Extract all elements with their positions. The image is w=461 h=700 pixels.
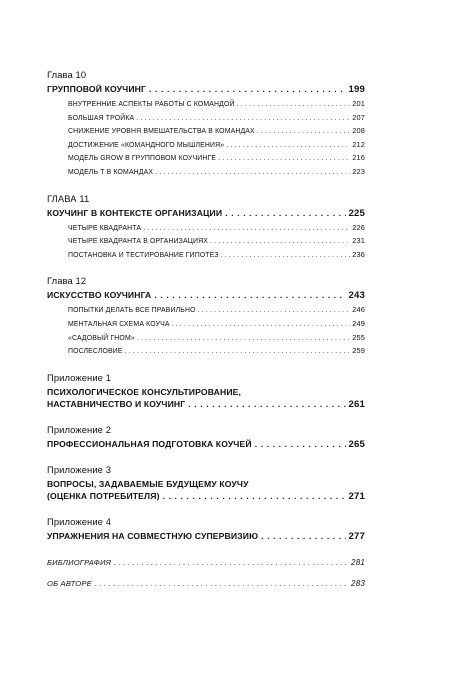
dot-leader	[225, 207, 345, 220]
subsection-entry[interactable]	[68, 332, 365, 346]
appendix-title-line1: ВОПРОСЫ, ЗАДАВАЕМЫЕ БУДУЩЕМУ КОУЧУ	[47, 478, 249, 489]
page-number: 236	[352, 249, 365, 259]
dot-leader	[172, 319, 351, 332]
appendix-3-section	[47, 464, 365, 503]
appendix-entry[interactable]	[47, 530, 365, 543]
dot-leader	[125, 346, 351, 359]
subsection-list	[68, 222, 365, 263]
subsection-list	[68, 98, 365, 180]
dot-leader	[221, 250, 351, 263]
page-number: 223	[352, 166, 365, 176]
appendix-entry[interactable]	[47, 478, 365, 503]
appendix-1-section	[47, 372, 365, 411]
page-number: 243	[348, 290, 365, 302]
table-of-contents	[47, 69, 365, 590]
chapter-label: ГЛАВА 11	[47, 192, 90, 204]
dot-leader	[188, 398, 345, 411]
appendix-title-row	[47, 490, 365, 503]
appendix-label: Приложение 2	[47, 423, 112, 435]
page-number: 201	[352, 99, 365, 108]
appendix-label: Приложение 4	[47, 515, 112, 527]
chapter-label: Глава 12	[47, 275, 87, 287]
subsection-title: ПОСТАНОВКА И ТЕСТИРОВАНИЕ ГИПОТЕЗ	[68, 251, 219, 259]
page-number: 199	[348, 84, 365, 95]
page-number: 265	[348, 438, 365, 450]
chapter-entry[interactable]	[47, 83, 365, 96]
about-author-entry[interactable]	[47, 577, 365, 590]
subsection-title: МЕНТАЛЬНАЯ СХЕМА КОУЧА	[68, 320, 170, 328]
chapter-title: КОУЧИНГ В КОНТЕКСТЕ ОРГАНИЗАЦИИ	[47, 207, 223, 218]
subsection-entry[interactable]	[68, 125, 365, 139]
subsection-entry[interactable]	[68, 345, 365, 359]
appendix-title-row	[47, 398, 365, 411]
page-number: 255	[352, 332, 365, 342]
chapter-entry[interactable]	[47, 207, 365, 220]
subsection-entry[interactable]	[68, 152, 365, 166]
chapter-title: ИСКУССТВО КОУЧИНГА	[47, 290, 152, 301]
subsection-entry[interactable]	[68, 249, 365, 263]
dot-leader	[154, 289, 345, 302]
dot-leader	[137, 333, 350, 346]
chapter-10-section	[47, 69, 365, 180]
subsection-title: МОДЕЛЬ GROW В ГРУППОВОМ КОУЧИНГЕ	[68, 155, 217, 163]
appendix-entry[interactable]	[47, 438, 365, 451]
subsection-title: ПОСЛЕСЛОВИЕ	[68, 348, 123, 356]
dot-leader	[255, 438, 346, 451]
page-number: 231	[352, 236, 365, 246]
about-author-title: ОБ АВТОРЕ	[47, 578, 92, 588]
dot-leader	[257, 126, 350, 139]
chapter-label: Глава 10	[47, 69, 87, 80]
page-number: 261	[348, 398, 365, 410]
subsection-title: БОЛЬШАЯ ТРОЙКА	[68, 114, 135, 122]
subsection-title: «САДОВЫЙ ГНОМ»	[68, 334, 135, 342]
dot-leader	[155, 167, 350, 180]
subsection-entry[interactable]	[68, 222, 365, 236]
appendix-title: ПРОФЕССИОНАЛЬНАЯ ПОДГОТОВКА КОУЧЕЙ	[47, 438, 252, 449]
page-number: 225	[348, 207, 365, 219]
subsection-title: ЧЕТЫРЕ КВАДРАНТА	[68, 224, 142, 232]
dot-leader	[218, 153, 350, 166]
chapter-11-section	[47, 193, 365, 263]
appendix-entry[interactable]	[47, 386, 365, 411]
page-number: 283	[351, 578, 365, 588]
page-number: 226	[352, 222, 365, 232]
subsection-title: ЧЕТЫРЕ КВАДРАНТА В ОРГАНИЗАЦИЯХ	[68, 238, 208, 246]
subsection-title: МОДЕЛЬ Т В КОМАНДАХ	[68, 168, 154, 176]
page-number: 277	[348, 530, 365, 542]
page-number: 212	[352, 139, 365, 149]
subsection-entry[interactable]	[68, 318, 365, 332]
dot-leader	[237, 99, 351, 112]
appendix-title-line1: ПСИХОЛОГИЧЕСКОЕ КОНСУЛЬТИРОВАНИЕ,	[47, 386, 242, 397]
page-number: 271	[348, 490, 365, 502]
page-number: 249	[352, 318, 365, 328]
bibliography-entry[interactable]	[47, 556, 365, 569]
subsection-title: ВНУТРЕННИЕ АСПЕКТЫ РАБОТЫ С КОМАНДОЙ	[68, 101, 235, 108]
subsection-entry[interactable]	[68, 112, 365, 126]
dot-leader	[114, 556, 348, 569]
appendix-label: Приложение 1	[47, 371, 112, 383]
subsection-entry[interactable]	[68, 304, 365, 318]
dot-leader	[226, 140, 350, 153]
subsection-title: ДОСТИЖЕНИЕ «КОМАНДНОГО МЫШЛЕНИЯ»	[68, 141, 225, 149]
appendix-title: УПРАЖНЕНИЯ НА СОВМЕСТНУЮ СУПЕРВИЗИЮ	[47, 530, 259, 541]
page-number: 208	[352, 126, 365, 136]
dot-leader	[136, 113, 350, 126]
subsection-title: ПОПЫТКИ ДЕЛАТЬ ВСЕ ПРАВИЛЬНО	[68, 307, 196, 315]
subsection-entry[interactable]	[68, 98, 365, 112]
dot-leader	[198, 305, 351, 318]
page-number: 216	[352, 153, 365, 163]
appendix-4-section	[47, 516, 365, 543]
appendix-title-line2: (ОЦЕНКА ПОТРЕБИТЕЛЯ)	[47, 490, 160, 501]
chapter-title: ГРУППОВОЙ КОУЧИНГ	[47, 84, 147, 94]
bibliography-title: БИБЛИОГРАФИЯ	[47, 557, 111, 567]
subsection-title: СНИЖЕНИЕ УРОВНЯ ВМЕШАТЕЛЬСТВА В КОМАНДАХ	[68, 128, 255, 136]
appendix-title-line2: НАСТАВНИЧЕСТВО И КОУЧИНГ	[47, 398, 186, 409]
dot-leader	[95, 577, 348, 590]
subsection-entry[interactable]	[68, 235, 365, 249]
dot-leader	[143, 223, 350, 236]
page-number: 246	[352, 305, 365, 315]
page-number: 207	[352, 112, 365, 122]
appendix-label: Приложение 3	[47, 463, 112, 475]
subsection-entry[interactable]	[68, 139, 365, 153]
chapter-entry[interactable]	[47, 289, 365, 302]
dot-leader	[163, 490, 346, 503]
dot-leader	[261, 530, 345, 543]
subsection-list	[68, 304, 365, 358]
appendix-2-section	[47, 424, 365, 451]
chapter-12-section	[47, 275, 365, 358]
page-number: 281	[351, 557, 365, 567]
page-number: 259	[352, 346, 365, 356]
dot-leader	[149, 83, 346, 96]
dot-leader	[210, 236, 350, 249]
subsection-entry[interactable]	[68, 166, 365, 180]
